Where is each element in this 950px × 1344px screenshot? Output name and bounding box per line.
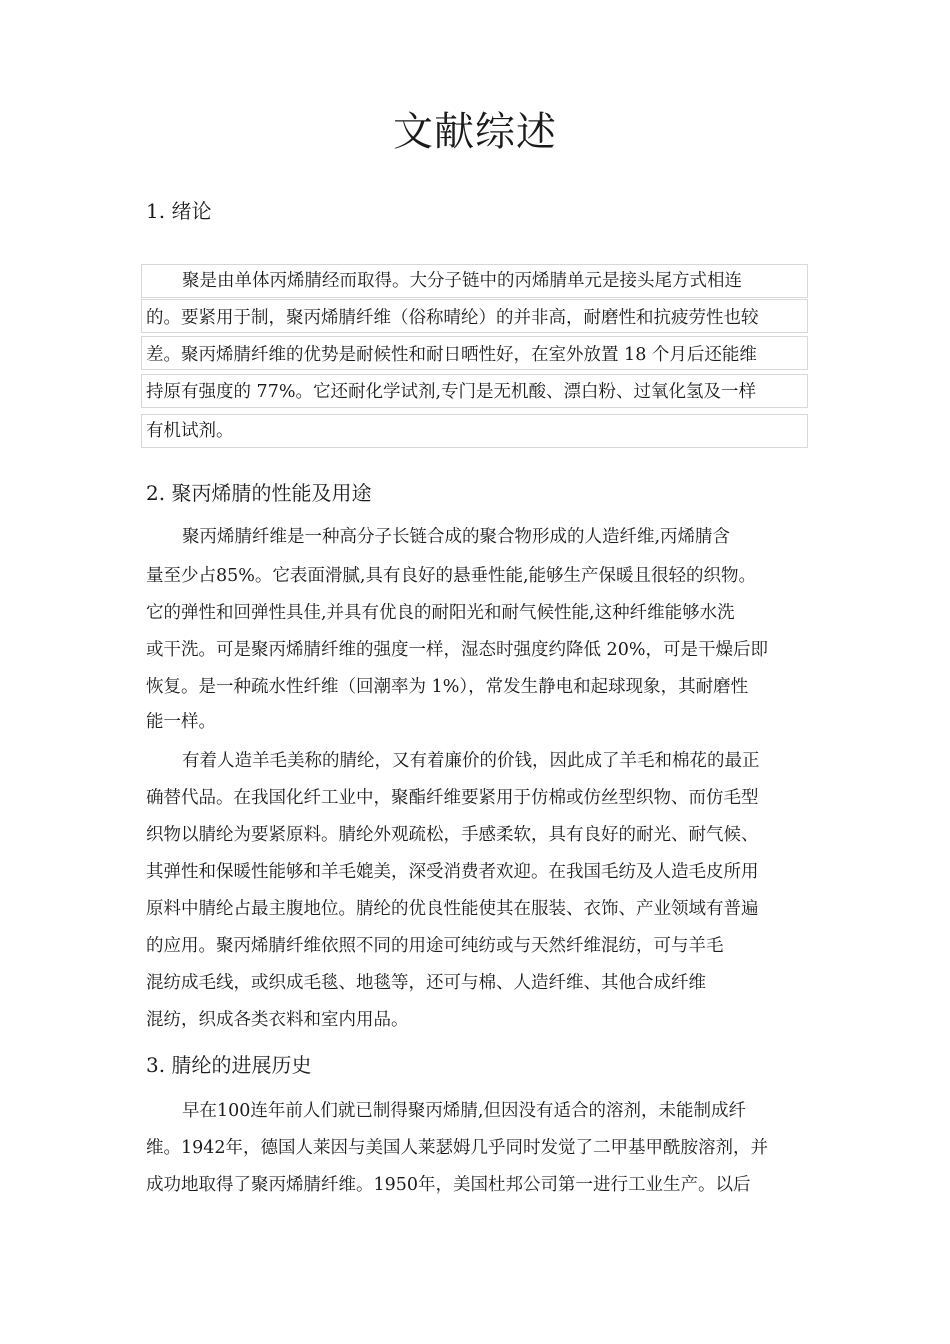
paragraph-line: 有着人造羊毛美称的腈纶，又有着廉价的价钱，因此成了羊毛和棉花的最正 (182, 751, 760, 771)
paragraph-line: 混纺，织成各类衣料和室内用品。 (146, 1010, 409, 1030)
paragraph-line: 混纺成毛线，或织成毛毯、地毯等，还可与棉、人造纤维、其他合成纤维 (146, 973, 706, 993)
section-heading-introduction: 1. 绪论 (146, 199, 212, 223)
paragraph-line: 量至少占85%。它表面滑腻,具有良好的悬垂性能,能够生产保暖且很轻的织物。 (146, 566, 757, 586)
section-heading-properties: 2. 聚丙烯腈的性能及用途 (146, 481, 372, 505)
paragraph-line: 它的弹性和回弹性具佳,并具有优良的耐阳光和耐气候性能,这种纤维能够水洗 (146, 603, 735, 623)
paragraph-line: 有机试剂。 (146, 421, 234, 441)
paragraph-line: 维。1942年，德国人莱因与美国人莱瑟姆几乎同时发觉了二甲基甲酰胺溶剂，并 (146, 1138, 769, 1158)
paragraph-line: 织物以腈纶为要紧原料。腈纶外观疏松，手感柔软，具有良好的耐光、耐气候、 (146, 825, 759, 845)
paragraph-line: 其弹性和保暖性能够和羊毛媲美，深受消费者欢迎。在我国毛纺及人造毛皮所用 (146, 862, 759, 882)
paragraph-line: 恢复。是一种疏水性纤维（回潮率为 1%），常发生静电和起球现象，其耐磨性 (146, 677, 749, 697)
paragraph-line: 聚是由单体丙烯腈经而取得。大分子链中的丙烯腈单元是接头尾方式相连 (182, 271, 742, 291)
paragraph-line: 持原有强度的 77%。它还耐化学试剂,专门是无机酸、漂白粉、过氧化氢及一样 (146, 382, 757, 402)
text-box-line (141, 414, 808, 448)
paragraph-line: 确替代品。在我国化纤工业中，聚酯纤维要紧用于仿棉或仿丝型织物、而仿毛型 (146, 788, 759, 808)
paragraph-line: 能一样。 (146, 712, 216, 732)
paragraph-line: 成功地取得了聚丙烯腈纤维。1950年，美国杜邦公司第一进行工业生产。以后 (146, 1175, 751, 1195)
paragraph-line: 的应用。聚丙烯腈纤维依照不同的用途可纯纺或与天然纤维混纺，可与羊毛 (146, 936, 724, 956)
paragraph-line: 差。聚丙烯腈纤维的优势是耐候性和耐日晒性好，在室外放置 18 个月后还能维 (146, 345, 757, 365)
paragraph-line: 原料中腈纶占最主腹地位。腈纶的优良性能使其在服装、衣饰、产业领域有普遍 (146, 899, 759, 919)
paragraph-line: 或干洗。可是聚丙烯腈纤维的强度一样，湿态时强度约降低 20%，可是干燥后即 (146, 640, 768, 660)
section-heading-history: 3. 腈纶的进展历史 (146, 1053, 312, 1077)
paragraph-line: 的。要紧用于制，聚丙烯腈纤维（俗称晴纶）的并非高，耐磨性和抗疲劳性也较 (146, 308, 759, 328)
paragraph-line: 早在100连年前人们就已制得聚丙烯腈,但因没有适合的溶剂，未能制成纤 (182, 1101, 746, 1121)
paragraph-line: 聚丙烯腈纤维是一种高分子长链合成的聚合物形成的人造纤维,丙烯腈含 (182, 527, 731, 547)
page-title: 文献综述 (393, 109, 557, 155)
